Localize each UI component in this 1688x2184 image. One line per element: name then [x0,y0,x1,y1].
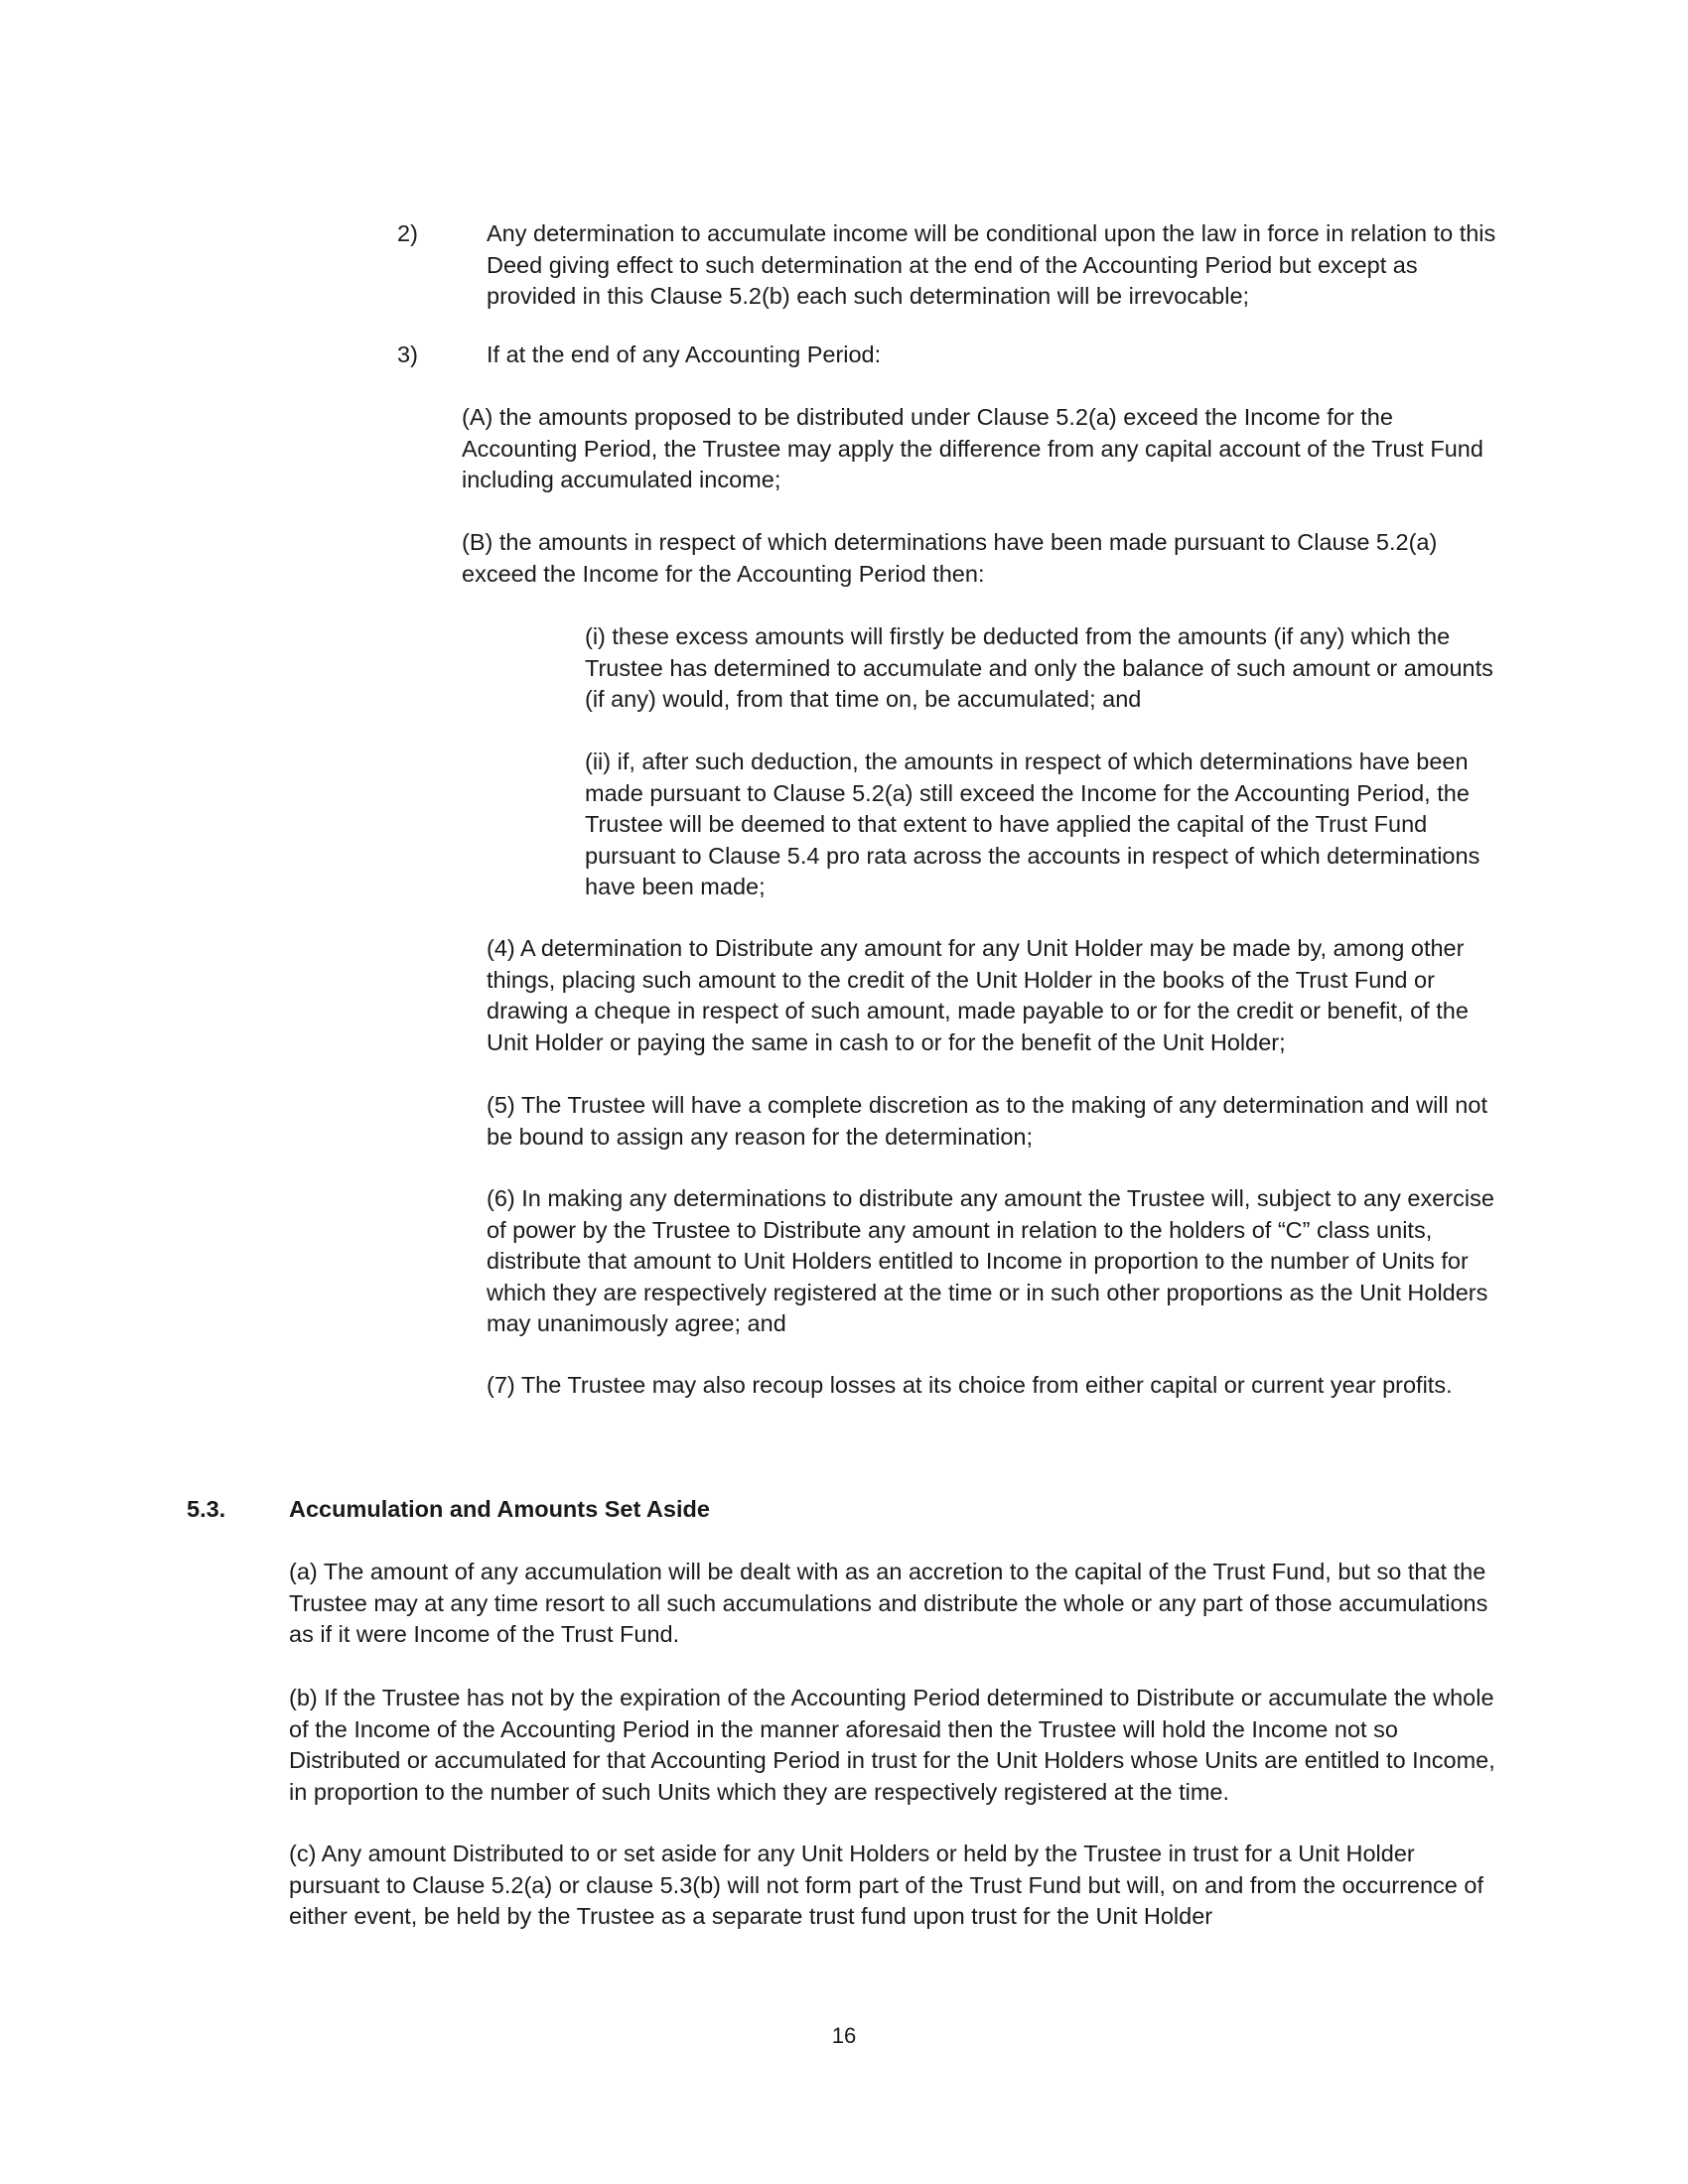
item-2-text: Any determination to accumulate income will be conditional upon the law in force in relation to this Deed giving effect to such determination at the end of the Accounting Period but except as provided in this Clause 5.2(b) each such determination will be irrevocable; [487,220,1496,309]
section-5-3-para-c: (c) Any amount Distributed to or set aside for any Unit Holders or held by the Trustee in trust for a Unit Holder pursuant to Clause 5.2(a) or clause 5.3(b) will not form part of the Trust Fund but will, on and from the occurrence of either event, be held by the Trustee as a separate trust fund upon trust for the Unit Holder [289,1841,1483,1929]
section-5-3-para-a: (a) The amount of any accumulation will be dealt with as an accretion to the capital of the Trust Fund, but so that the Trustee may at any time resort to all such accumulations and distribute the whole or any part of those accumulations as if it were Income of the Trust Fund. [289,1559,1488,1647]
section-5-3-title: Accumulation and Amounts Set Aside [289,1496,710,1522]
item-4-paragraph: (4) A determination to Distribute any amount for any Unit Holder may be made by, among other things, placing such amount to the credit of the Unit Holder in the books of the Trust Fund or drawing a cheque in respect of such amount, made payable to or for the credit or benefit, of the Unit Holder or paying the same in cash to or for the benefit of the Unit Holder; [487,935,1469,1055]
item-6-paragraph: (6) In making any determinations to distribute any amount the Trustee will, subject to any exercise of power by the Trustee to Distribute any amount in relation to the holders of “C” class units, distribute that amount to Unit Holders entitled to Income in proportion to the number of Units for which they are respectively registered at the time or in such other proportions as the Unit Holders may unanimously agree; and [487,1185,1494,1336]
item-B-paragraph: (B) the amounts in respect of which determinations have been made pursuant to Clause 5.2(a) exceed the Income for the Accounting Period then: [462,529,1438,587]
item-3-number: 3) [397,341,418,367]
section-5-3-number: 5.3. [187,1496,226,1522]
item-B-ii-paragraph: (ii) if, after such deduction, the amounts in respect of which determinations have been made pursuant to Clause 5.2(a) still exceed the Income for the Accounting Period, the Trustee will be deemed to that extent to have applied the capital of the Trust Fund pursuant to Clause 5.4 pro rata across the accounts in respect of which determinations have been made; [585,749,1480,899]
page-number: 16 [831,2023,857,2048]
item-3-text: If at the end of any Accounting Period: [487,341,882,367]
section-5-3-para-b: (b) If the Trustee has not by the expiration of the Accounting Period determined to Distribute or accumulate the whole of the Income of the Accounting Period in the manner aforesaid then the Trustee will hold the Income not so Distributed or accumulated for that Accounting Period in trust for the Unit Holders whose Units are entitled to Income, in proportion to the number of such Units which they are respectively registered at the time. [289,1685,1495,1805]
item-7-paragraph: (7) The Trustee may also recoup losses at its choice from either capital or current year profits. [487,1372,1453,1398]
item-A-paragraph: (A) the amounts proposed to be distributed under Clause 5.2(a) exceed the Income for the Accounting Period, the Trustee may apply the difference from any capital account of the Trust Fund including accumulated income; [462,404,1483,492]
item-5-paragraph: (5) The Trustee will have a complete discretion as to the making of any determination and will not be bound to assign any reason for the determination; [487,1092,1487,1150]
item-B-i-paragraph: (i) these excess amounts will firstly be deducted from the amounts (if any) which the Trustee has determined to accumulate and only the balance of such amount or amounts (if any) would, from that time on, be accumulated; and [585,623,1493,712]
item-2-number: 2) [397,220,418,246]
